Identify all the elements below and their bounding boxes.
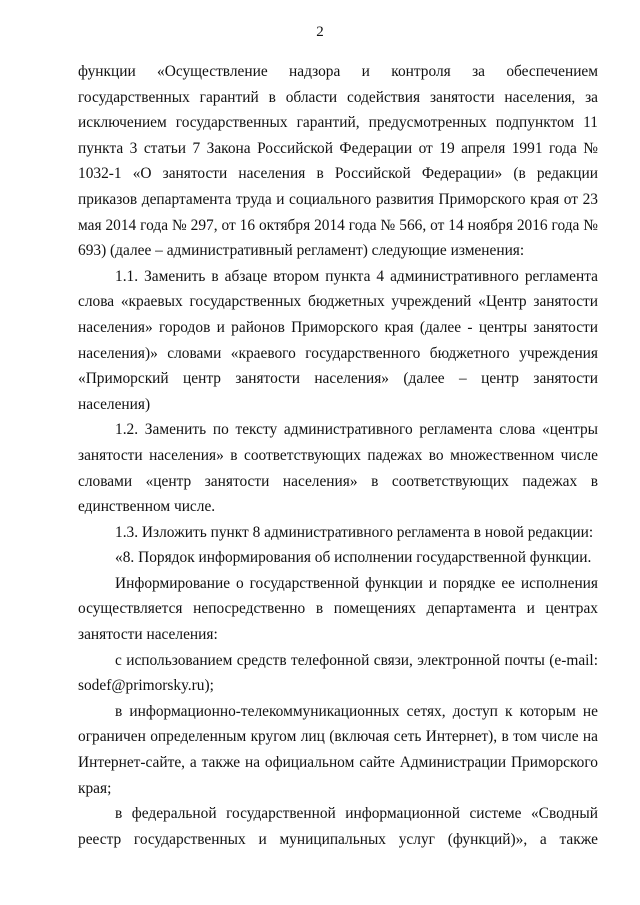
page-number: 2	[316, 24, 324, 40]
paragraph-6: Информирование о государственной функции и порядке ее исполнения осуществляется непосредственно в помещениях департамента и центрах занятости населения:	[78, 574, 598, 644]
paragraph-3: 1.2. Заменить по тексту административного регламента слова «центры занятости населения» в соответствующих падежах во множественном числе словами «центр занятости населения» в соответствующих падежах в единственном числе.	[78, 421, 598, 516]
paragraph-7: с использованием средств телефонной связи, электронной почты (e-mail: sodef@primorsky.ru);	[78, 651, 598, 695]
paragraph-9: в федеральной государственной информационной системе «Сводный реестр государственных и муниципальных услуг (функций)», а также	[78, 805, 598, 848]
paragraph-1: функции «Осуществление надзора и контроля за обеспечением государственных гарантий в области содействия занятости населения, за исключением государственных гарантий, предусмотренных подпунктом 11 пункта 3 статьи 7 Закона Российской Федерации от 19 апреля 1991 года № 1032-1 «О занятости населения в Российской Федерации» (в редакции приказов департамента труда и социального развития Приморского края от 23 мая 2014 года № 297, от 16 октября 2014 года № 566, от 14 ноября 2016 года № 693) (далее – административный регламент) следующие изменения:	[78, 63, 598, 260]
document-body	[78, 59, 598, 852]
paragraph-8: в информационно-телекоммуникационных сетях, доступ к которым не ограничен определенным кругом лиц (включая сеть Интернет), в том числе на Интернет-сайте, а также на официальном сайте Администрации Приморского края;	[78, 702, 598, 797]
paragraph-5: «8. Порядок информирования об исполнении государственной функции.	[115, 549, 592, 567]
paragraph-2: 1.1. Заменить в абзаце втором пункта 4 административного регламента слова «краевых государственных бюджетных учреждений «Центр занятости населения» городов и районов Приморского края (далее - центры занятости населения)» словами «краевого государственного бюджетного учреждения «Приморский центр занятости населения» (далее – центр занятости населения)	[78, 267, 598, 413]
paragraph-4: 1.3. Изложить пункт 8 административного регламента в новой редакции:	[115, 523, 594, 541]
